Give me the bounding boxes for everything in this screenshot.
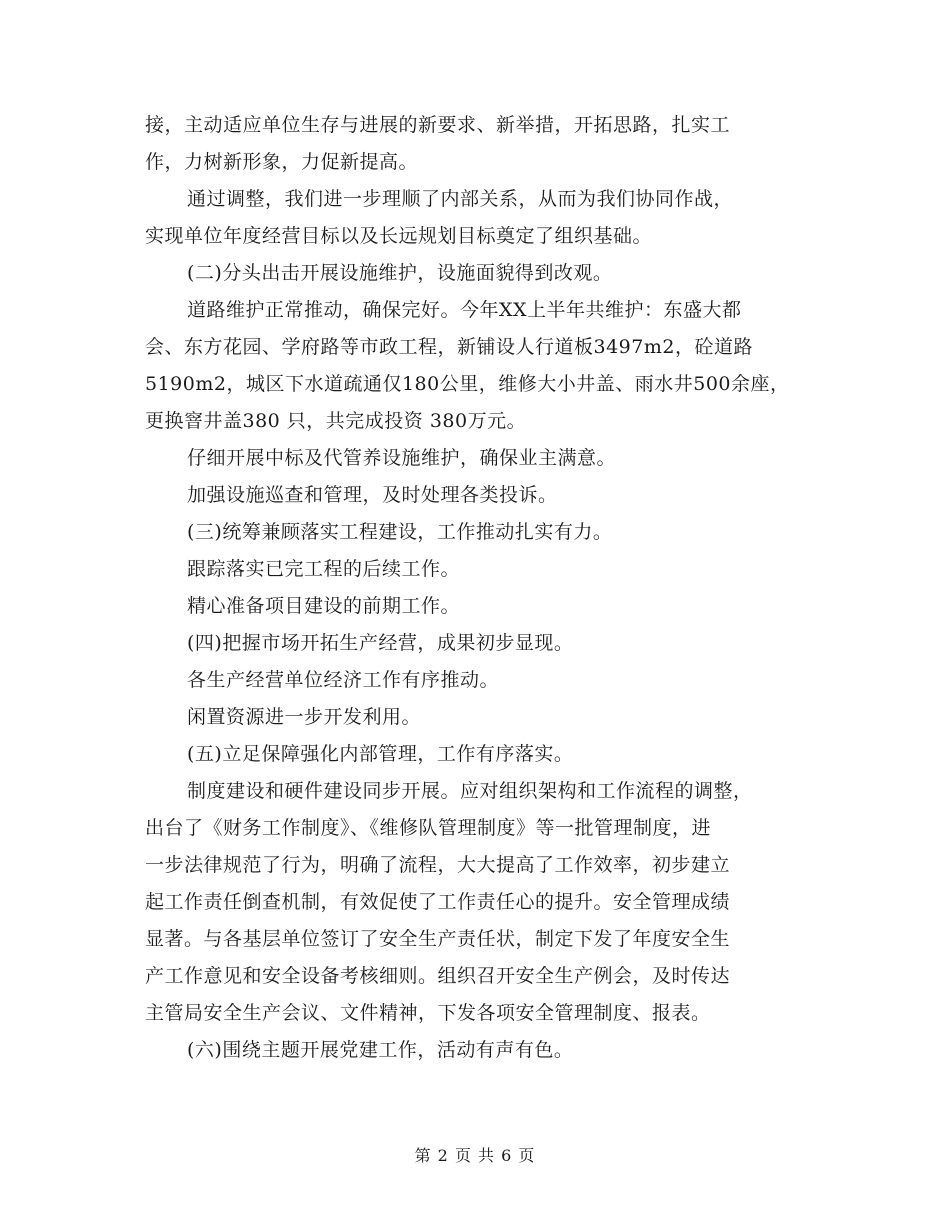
text-line: 更换窨井盖380 只，共完成投资 380万元。 (145, 410, 527, 432)
text-line: (三)统筹兼顾落实工程建设，工作推动扎实有力。 (187, 521, 613, 543)
text-line: 起工作责任倒查机制，有效促使了工作责任心的提升。安全管理成绩 (145, 891, 731, 913)
text-line: 仔细开展中标及代管养设施维护，确保业主满意。 (187, 447, 617, 469)
text-line: 会、东方花园、学府路等市政工程，新铺设人行道板3497m2，砼道路 (145, 336, 753, 358)
text-line: 出台了《财务工作制度》、《维修队管理制度》等一批管理制度，进 (145, 817, 712, 839)
document-body (145, 107, 825, 1069)
text-line: 主管局安全生产会议、文件精神，下发各项安全管理制度、报表。 (145, 1002, 711, 1024)
text-line: 加强设施巡查和管理，及时处理各类投诉。 (187, 484, 558, 506)
text-line: 显著。与各基层单位签订了安全生产责任状，制定下发了年度安全生 (145, 928, 731, 950)
text-line: 接，主动适应单位生存与进展的新要求、新举措，开拓思路，扎实工 (145, 114, 731, 136)
text-line: 实现单位年度经营目标以及长远规划目标奠定了组织基础。 (145, 225, 653, 247)
text-line: 通过调整，我们进一步理顺了内部关系，从而为我们协同作战， (187, 188, 734, 210)
text-line: 5190m2，城区下水道疏通仅180公里，维修大小井盖、雨水井500余座， (145, 373, 790, 395)
text-line: 制度建设和硬件建设同步开展。应对组织架构和工作流程的调整， (187, 780, 753, 802)
text-line: 精心准备项目建设的前期工作。 (187, 595, 461, 617)
text-line: 各生产经营单位经济工作有序推动。 (187, 669, 500, 691)
text-line: 一步法律规范了行为，明确了流程，大大提高了工作效率，初步建立 (145, 854, 731, 876)
text-line: 作，力树新形象，力促新提高。 (145, 151, 419, 173)
text-line: 产工作意见和安全设备考核细则。组织召开安全生产例会，及时传达 (145, 965, 731, 987)
text-line: 道路维护正常推动，确保完好。今年XX上半年共维护：东盛大都 (187, 299, 742, 321)
text-line: 跟踪落实已完工程的后续工作。 (187, 558, 461, 580)
page-footer: 第 2 页 共 6 页 (414, 1146, 536, 1165)
text-line: (六)围绕主题开展党建工作，活动有声有色。 (187, 1039, 574, 1061)
text-line: 闲置资源进一步开发利用。 (187, 706, 422, 728)
text-line: (五)立足保障强化内部管理，工作有序落实。 (187, 743, 574, 765)
text-line: (二)分头出击开展设施维护，设施面貌得到改观。 (187, 262, 613, 284)
text-line: (四)把握市场开拓生产经营，成果初步显现。 (187, 632, 574, 654)
